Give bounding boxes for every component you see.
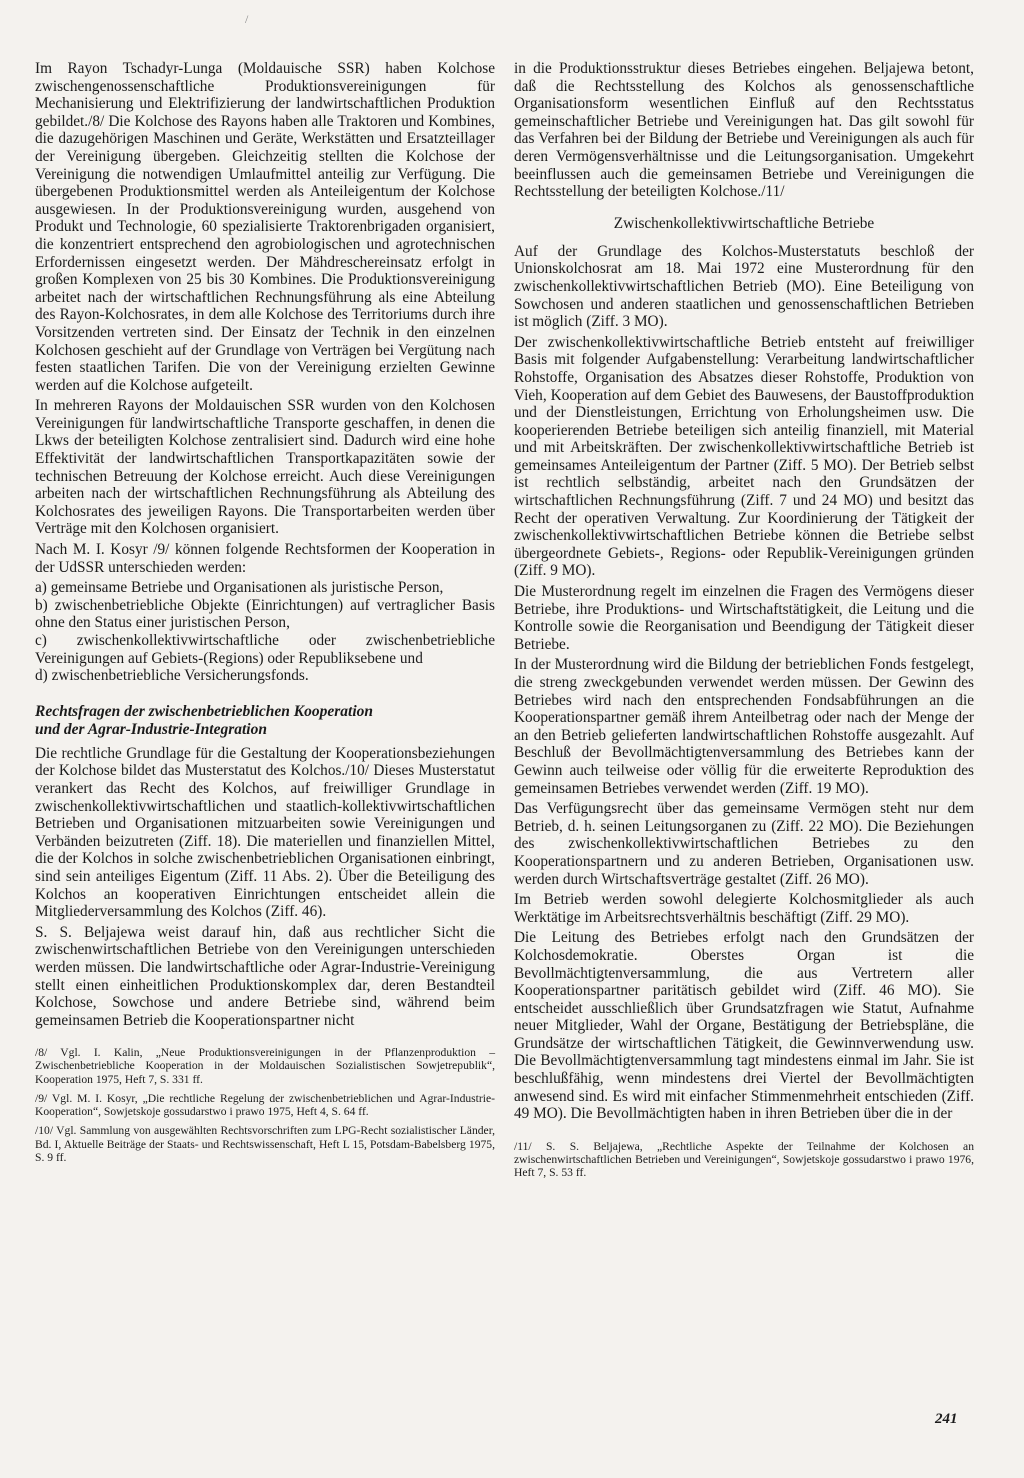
body-paragraph: Der zwischenkollektivwirtschaftliche Betrieb entsteht auf freiwilliger Basis mit folgender Aufgabenstellung: Verarbeitung landwirtschaftlicher Rohstoffe, Organisation des Absatzes dieser Rohstoffe, Produktion von Vieh, Kooperation auf dem Gebiet des Bauwesens, der Baustoffproduktion und der Dienstleistungen, Errichtung von Erholungsheimen usw. Die kooperierenden Betriebe beteiligen sich anteilig finanziell, mit Material und mit Arbeitskräften. Der zwischenkollektivwirtschaftliche Betrieb ist gemeinsames Anteileigentum der Partner (Ziff. 5 MO). Der Betrieb selbst ist rechtlich selbständig, arbeitet nach den Grundsätzen der wirtschaftlichen Rechnungsführung (Ziff. 7 und 24 MO) und besitzt das Recht der operativen Verwaltung. Zur Koordinierung der Tätigkeit der zwischenkollektivwirtschaftlichen Betriebe können die Betriebe selbst übergeordnete Gebiets-, Regions- oder Republik-Vereinigungen gründen (Ziff. 9 MO). [514, 333, 974, 580]
body-paragraph: Nach M. I. Kosyr /9/ können folgende Rechtsformen der Kooperation in der UdSSR unterschieden werden: [35, 541, 495, 576]
body-paragraph: Die Leitung des Betriebes erfolgt nach den Grundsätzen der Kolchosdemokratie. Oberstes Organ ist die Bevollmächtigtenversammlung, die aus Vertretern aller Kooperationspartner paritätisch gebildet wird (Ziff. 46 MO). Sie entscheidet ausschließlich über Grundsatzfragen wie Statut, Aufnahme neuer Mitglieder, Wahl der Organe, Bestätigung der Betriebspläne, die Grundsätze der wirtschaftlichen Tätigkeit, die Gewinnverwendung usw. Die Bevollmächtigtenversammlung tagt mindestens einmal im Jahr. Sie ist beschlußfähig, wenn mindestens drei Viertel der Bevollmächtigten anwesend sind. Es wird mit einfacher Stimmenmehrheit entschieden (Ziff. 49 MO). Die Bevollmächtigten haben in ihren Betrieben über die in der [514, 929, 974, 1123]
page-number: 241 [935, 1411, 958, 1427]
body-paragraph: Das Verfügungsrecht über das gemeinsame Vermögen steht nur dem Betrieb, d. h. seinen Leitungsorganen zu (Ziff. 22 MO). Die Beziehungen des zwischenkollektivwirtschaftlichen Betriebes zu den Kooperationspartnern und zu anderen Betrieben, Organisationen usw. werden durch Wirtschaftsverträge gestaltet (Ziff. 26 MO). [514, 800, 974, 888]
section-heading-line: Rechtsfragen der zwischenbetrieblichen Kooperation [35, 702, 373, 720]
body-paragraph: Die Musterordnung regelt im einzelnen die Fragen des Vermögens dieser Betriebe, ihre Produktions- und Wirtschaftstätigkeit, die Leitung und die Kontrolle sowie die Reorganisation und Beendigung der Tätigkeit dieser Betriebe. [514, 583, 974, 653]
list-item: b) zwischenbetriebliche Objekte (Einrichtungen) auf vertraglicher Basis ohne den Status einer juristischen Person, [35, 596, 495, 632]
list-item: a) gemeinsame Betriebe und Organisationen als juristische Person, [35, 579, 444, 597]
footnote: /10/ Vgl. Sammlung von ausgewählten Rechtsvorschriften zum LPG-Recht sozialistischer Länder, Bd. I, Aktuelle Beiträge der Staats- und Rechtswissenschaft, Heft L 15, Potsdam-Babelsberg 1975, S. 9 ff. [35, 1124, 495, 1164]
footnote: /11/ S. S. Beljajewa, „Rechtliche Aspekte der Teilnahme der Kolchosen an zwischenwirtschaftlichen Betrieben und Vereinigungen“, Sowjetskoje gossudarstwo i prawo 1976, Heft 7, S. 53 ff. [514, 1139, 974, 1180]
right-column [514, 60, 974, 1185]
body-paragraph: in die Produktionsstruktur dieses Betriebes eingehen. Beljajewa betont, daß die Rechtsstellung des Kolchos als genossenschaftliche Organisationsform wesentlichen Einfluß auf den Rechtsstatus gemeinschaftlicher Betriebe und Vereinigungen hat. Das gilt sowohl für das Verfahren bei der Bildung der Betriebe und Vereinigungen als auch für deren Vermögensverhältnisse und die Leitungsorganisation. Umgekehrt beeinflussen auch die gemeinsamen Betriebe und Vereinigungen die Rechtsstellung der beteiligten Kolchose./11/ [514, 60, 974, 201]
footnote-separator [35, 1032, 495, 1046]
body-paragraph: In mehreren Rayons der Moldauischen SSR wurden von den Kolchosen Vereinigungen für landwirtschaftliche Transporte geschaffen, in denen die Lkws der beteiligten Kolchose zentralisiert sind. Dadurch wird eine hohe Effektivität der landwirtschaftlichen Transportkapazitäten sowie der technischen Betreuung der Kolchose erreicht. Auch diese Vereinigungen arbeiten nach der wirtschaftlichen Rechnungsführung als Abteilung des Kolchosrates des jeweiligen Rayons. Die Transportarbeiten werden über Verträge mit den Kolchosen organisiert. [35, 397, 495, 538]
list-item: c) zwischenkollektivwirtschaftliche oder zwischenbetriebliche Vereinigungen auf Gebiets-(Regions) oder Republiksebene und [35, 632, 495, 667]
footnote: /8/ Vgl. I. Kalin, „Neue Produktionsvereinigungen in der Pflanzenproduktion – Zwischenbetriebliche Kooperation in der Moldauischen Sozialistischen Sowjetrepublik“, Kooperation 1975, Heft 7, S. 331 ff. [35, 1046, 495, 1086]
body-paragraph: Im Rayon Tschadyr-Lunga (Moldauische SSR) haben Kolchose zwischengenossenschaftliche Produktionsvereinigungen für Mechanisierung und Elektrifizierung der landwirtschaftlichen Produktion gebildet./8/ Die Kolchose des Rayons haben alle Traktoren und Kombines, die dazugehörigen Maschinen und Geräte, Werkstätten und Ersatzteillager der Vereinigung übergeben. Gleichzeitig stellten die Kolchose der Vereinigung die notwendigen Umlaufmittel anteilig zur Verfügung. Die übergebenen Produktionsmittel werden als Anteileigentum der Kolchose ausgewiesen. In der Produktionsvereinigung wurden, ausgehend von Produkt und Technologie, 60 spezialisierte Traktorenbrigaden organisiert, die konzentriert entsprechend den agrobiologischen und agrotechnischen Erfordernissen eingesetzt werden. Der Mähdreschereinsatz erfolgt in großen Komplexen von 25 bis 30 Kombines. Die Produktionsvereinigung arbeitet nach der wirtschaftlichen Rechnungsführung als eine Abteilung des Rayon-Kolchosrates, in dem alle Kolchose des Territoriums durch ihre Vorsitzenden vertreten sind. Der Einsatz der Technik in den einzelnen Kolchosen geschieht auf der Grundlage von Verträgen bei Vergütung nach festen staatlichen Tarifen. Die von der Vereinigung erzielten Gewinne werden auf die Kolchose aufgeteilt. [35, 60, 495, 394]
body-paragraph: In der Musterordnung wird die Bildung der betrieblichen Fonds festgelegt, die streng zweckgebunden verwendet werden müssen. Der Gewinn des Betriebes wird nach den entsprechenden Fondsabführungen an die Kooperationspartner gemäß ihrem Anteilbetrag oder nach der Menge der an den Betrieb gelieferten landwirtschaftlichen Rohstoffe ausgezahlt. Auf Beschluß der Bevollmächtigtenversammlung des Betriebes kann der Gewinn auch teilweise oder völlig für die erweiterte Reproduktion des gemeinsamen Betriebes verwendet werden (Ziff. 19 MO). [514, 656, 974, 797]
subsection-heading: Zwischenkollektivwirtschaftliche Betriebe [613, 214, 875, 232]
footnote: /9/ Vgl. M. I. Kosyr, „Die rechtliche Regelung der zwischenbetrieblichen und Agrar-Industrie-Kooperation“, Sowjetskoje gossudarstwo i prawo 1975, Heft 4, S. 64 ff. [35, 1091, 495, 1119]
body-paragraph: Auf der Grundlage des Kolchos-Musterstatuts beschloß der Unionskolchosrat am 18. Mai 1972 eine Musterordnung für den zwischenkollektivwirtschaftlichen Betrieb (MO). Eine Beteiligung von Sowchosen und anderen staatlichen und genossenschaftlichen Betrieben ist möglich (Ziff. 3 MO). [514, 242, 974, 331]
list-item: d) zwischenbetriebliche Versicherungsfonds. [35, 667, 309, 685]
left-column [35, 60, 495, 1170]
section-heading-line: und der Agrar-Industrie-Integration [35, 720, 267, 738]
section-heading [35, 703, 495, 739]
body-paragraph: Die rechtliche Grundlage für die Gestaltung der Kooperationsbeziehungen der Kolchose bildet das Musterstatut des Kolchos./10/ Dieses Musterstatut verankert das Recht des Kolchos, auf freiwilliger Grundlage in zwischenkollektivwirtschaftlichen und staatlich-kollektivwirtschaftlichen Betrieben und Organisationen mitzuarbeiten sowie Vereinigungen und Verbänden beizutreten (Ziff. 18). Die materiellen und finanziellen Mittel, die der Kolchos in solche zwischenbetrieblichen Organisationen einbringt, sind sein anteiliges Eigentum (Ziff. 11 Abs. 2). Über die Beteiligung des Kolchos an kooperativen Einrichtungen entscheidet allein die Mitgliederversammlung des Kolchos (Ziff. 46). [35, 744, 495, 921]
body-paragraph: S. S. Beljajewa weist darauf hin, daß aus rechtlicher Sicht die zwischenwirtschaftlichen Betriebe von den Vereinigungen unterschieden werden müssen. Die landwirtschaftliche oder Agrar-Industrie-Vereinigung stellt einen einheitlichen Produktionskomplex dar, deren Bestandteil Kolchose, Sowchose und andere Betriebe sind, während beim gemeinsamen Betrieb die Kooperationspartner nicht [35, 923, 495, 1029]
scan-mark: / [245, 12, 249, 26]
footnote-separator [514, 1126, 974, 1140]
body-paragraph: Im Betrieb werden sowohl delegierte Kolchosmitglieder als auch Werktätige im Arbeitsrechtsverhältnis beschäftigt (Ziff. 29 MO). [514, 891, 974, 926]
